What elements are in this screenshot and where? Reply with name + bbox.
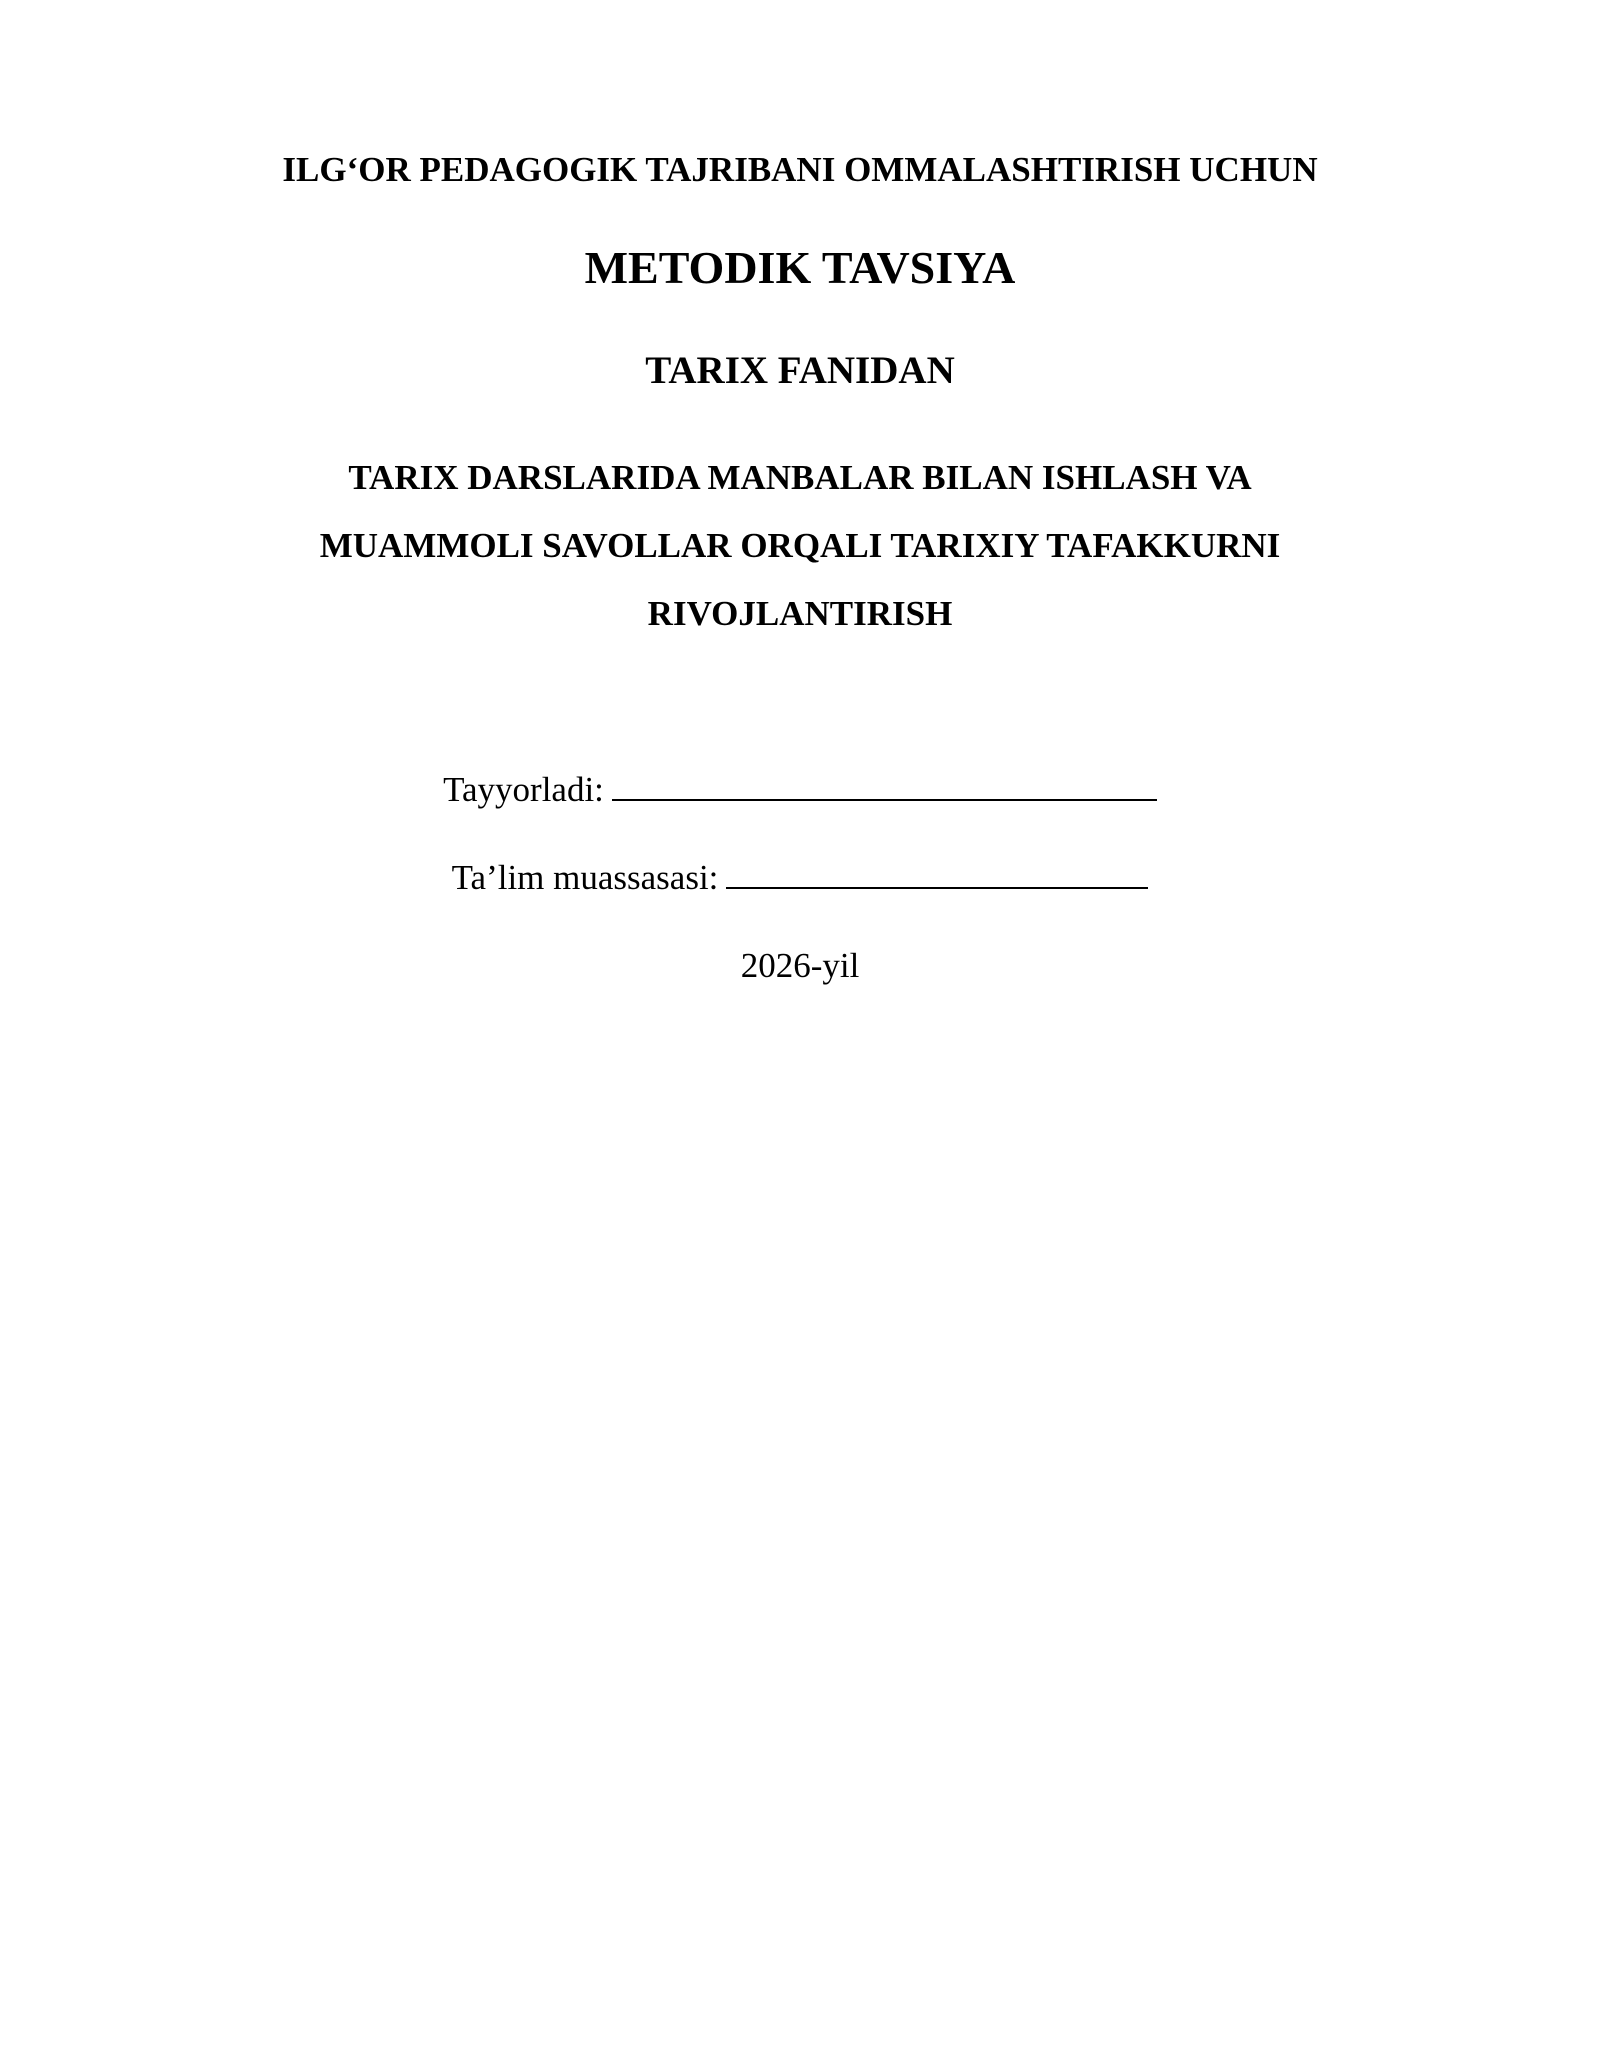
topic-line: MUAMMOLI SAVOLLAR ORQALI TARIXIY TAFAKKURNI xyxy=(319,526,1281,565)
institution-blank-line xyxy=(726,857,1148,889)
prepared-by-label: Tayyorladi: xyxy=(443,770,604,809)
document-type-title: METODIK TAVSIYA xyxy=(584,242,1016,293)
prepared-by-blank-line xyxy=(612,769,1157,801)
topic-line: TARIX DARSLARIDA MANBALAR BILAN ISHLASH VA xyxy=(348,458,1252,497)
document-header: ILG‘OR PEDAGOGIK TAJRIBANI OMMALASHTIRISH UCHUN xyxy=(282,150,1318,189)
subject-title: TARIX FANIDAN xyxy=(645,349,955,392)
topic-title xyxy=(0,444,1600,648)
prepared-by-row xyxy=(0,769,1600,810)
institution-label: Ta’lim muassasasi: xyxy=(451,858,719,897)
topic-line: RIVOJLANTIRISH xyxy=(647,594,953,633)
institution-row xyxy=(0,857,1600,898)
document-year: 2026-yil xyxy=(740,946,860,985)
